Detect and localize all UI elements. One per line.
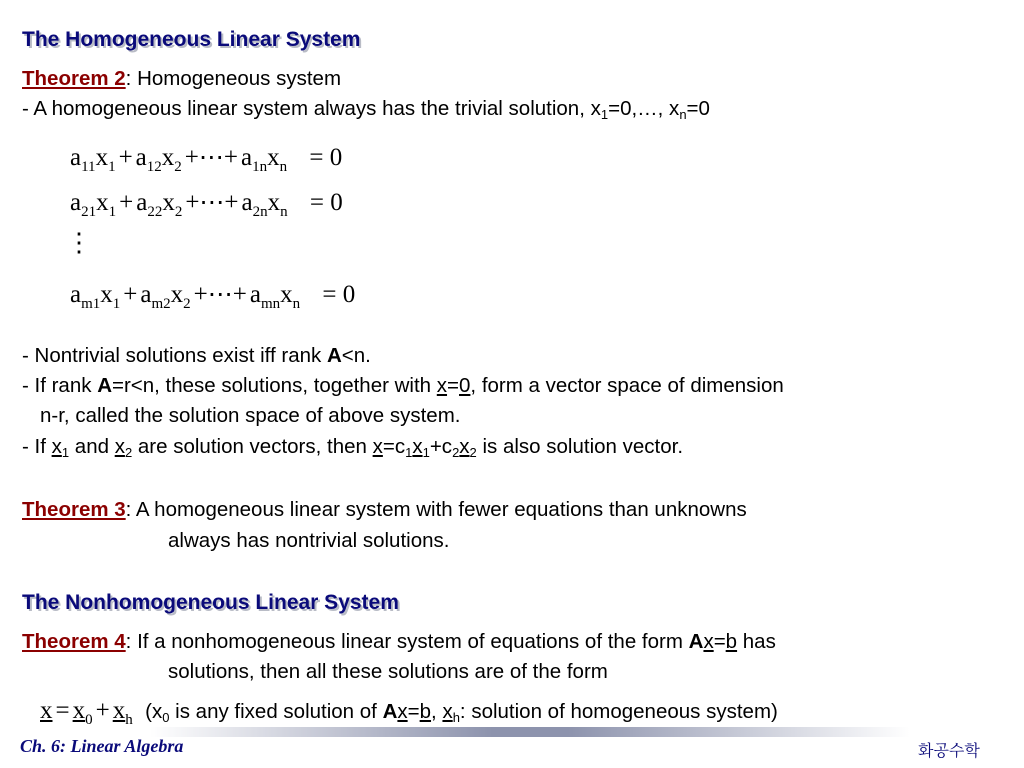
equation-row-2: $a_{21}x_1 + a_{22}x_2$ +⋯+ $a_{2n}x_n = 0$ xyxy=(70,189,343,220)
trivial-text-a: - A homogeneous linear system always has the trivial solution, x xyxy=(22,97,601,120)
trivial-text-b: =0,…, x xyxy=(608,97,680,120)
bullet-rank-continued: n-r, called the solution space of above system. xyxy=(40,404,461,427)
theorem-2-text: : Homogeneous system xyxy=(125,67,342,90)
general-solution-line xyxy=(40,696,778,726)
footer-chapter: Ch. 6: Linear Algebra xyxy=(20,736,184,756)
bullet-rank: - If rank A=r<n, these solutions, together with x=0, form a vector space of dimension xyxy=(22,374,784,397)
vertical-ellipsis: ⋮ xyxy=(66,228,92,257)
theorem-4-line: Theorem 4: If a nonhomogeneous linear system of equations of the form Ax=b has xyxy=(22,630,776,653)
equation-row-m: $a_{m1}x_1 + a_{m2}x_2$ +⋯+ $a_{mn}x_n = 0$ xyxy=(70,281,356,312)
bullet-nontrivial: - Nontrivial solutions exist iff rank A<n. xyxy=(22,344,371,367)
theorem-2-label: Theorem 2 xyxy=(22,67,126,90)
theorem-3-label: Theorem 3 xyxy=(22,498,126,521)
trivial-solution-line: - A homogeneous linear system always has the trivial solution, $x_1=0,\dots$, $x_n=0$ xyxy=(22,97,710,122)
footer-course: 화공수학 xyxy=(918,743,980,760)
theorem-4-label: Theorem 4 xyxy=(22,630,126,653)
footer-divider xyxy=(150,727,910,737)
theorem-3-continued: always has nontrivial solutions. xyxy=(168,529,450,552)
bullet-superposition: - If $x_1$ and $x_2$ are solution vectors, then $x=c_1x_1+c_2x_2$ is also solution vector. xyxy=(22,435,684,460)
general-solution-note: ($x_0$ is any fixed solution of Ax=b, $x_h$: solution of homogeneous system) xyxy=(145,700,778,725)
theorem-3-line: Theorem 3: A homogeneous linear system with fewer equations than unknowns xyxy=(22,498,747,521)
equation-row-1: $a_{11}x_1 + a_{12}x_2$ +⋯+ $a_{1n}x_n = 0$ xyxy=(70,144,343,175)
general-solution-formula: $x = x_0 + x_h$ xyxy=(40,697,133,728)
theorem-4-continued: solutions, then all these solutions are of the form xyxy=(168,660,608,683)
trivial-text-c: =0 xyxy=(686,97,710,120)
section-title-nonhomogeneous: The Nonhomogeneous Linear System xyxy=(22,591,399,614)
theorem-2-line xyxy=(22,67,341,91)
section-title-homogeneous: The Homogeneous Linear System xyxy=(22,28,361,51)
